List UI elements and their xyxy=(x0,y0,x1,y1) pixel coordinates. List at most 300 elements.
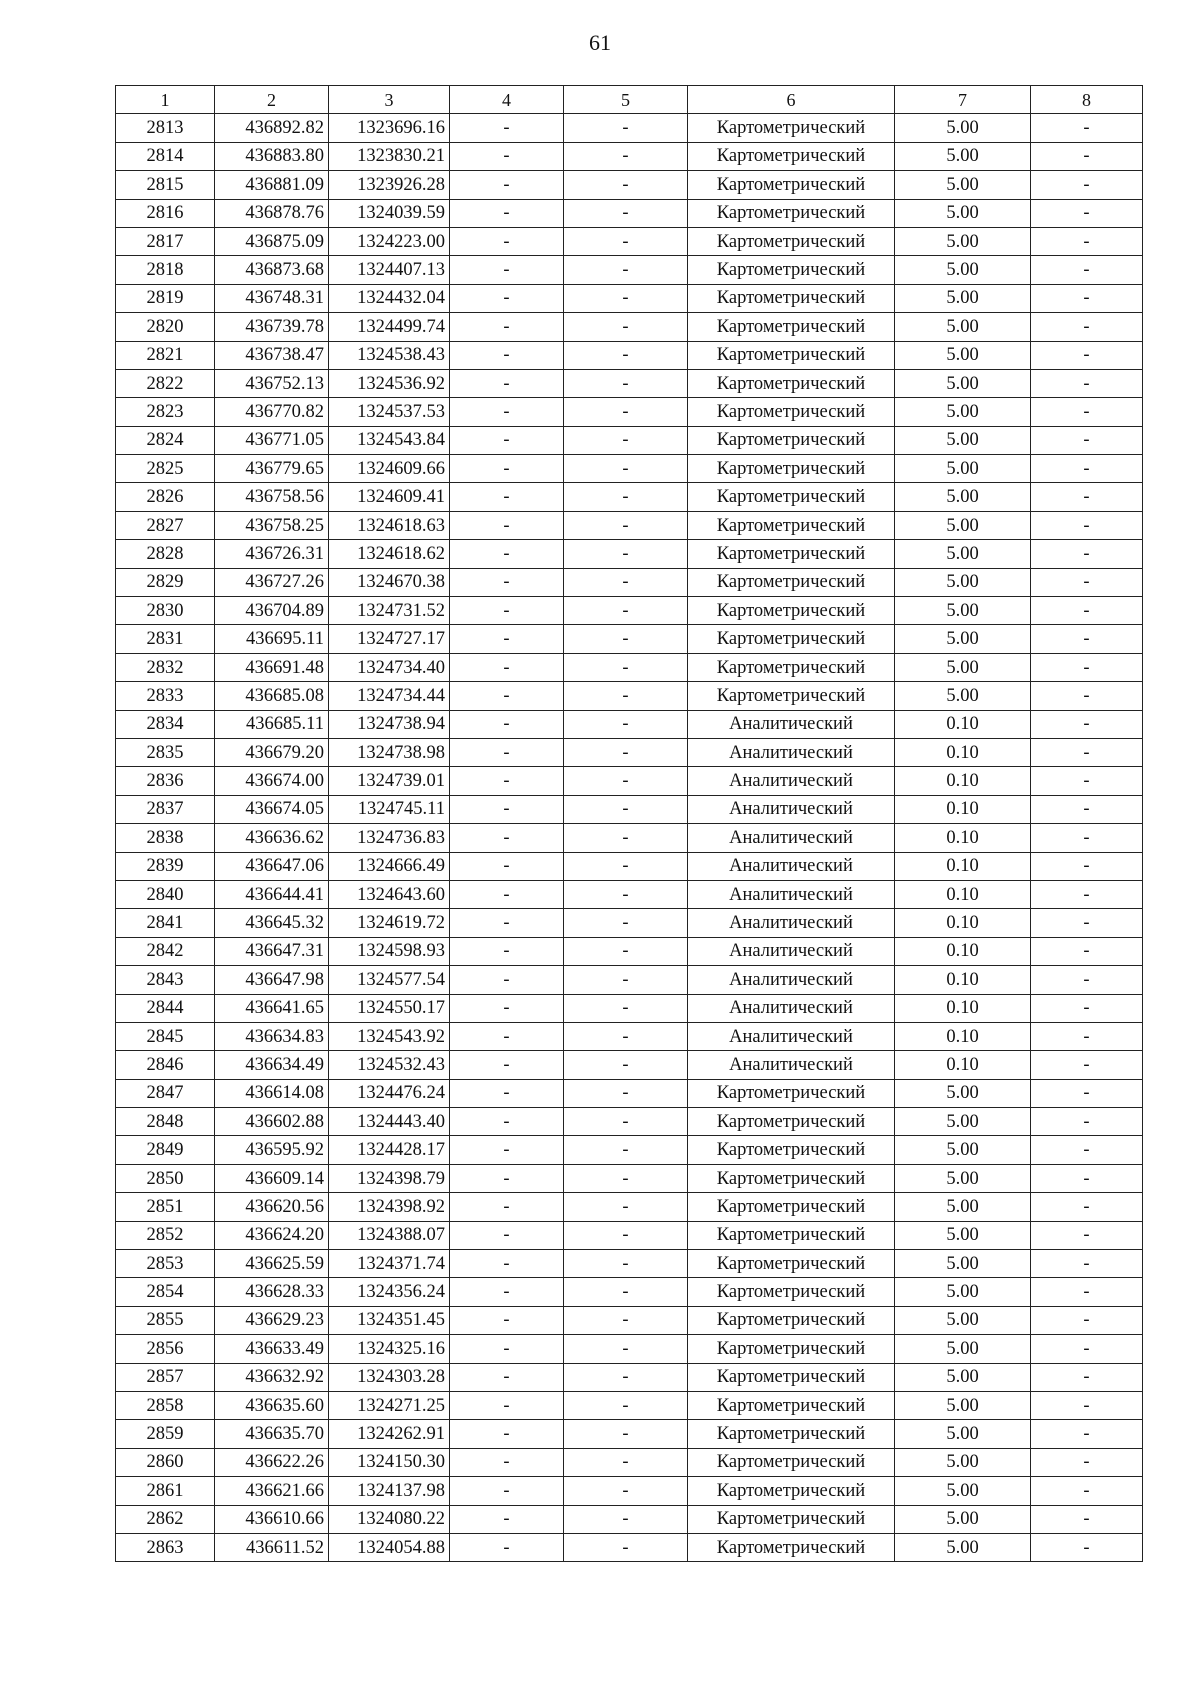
cell-col-8-value: - xyxy=(1031,937,1143,965)
cell-x-coordinate: 436873.68 xyxy=(215,256,329,284)
cell-x-coordinate: 436621.66 xyxy=(215,1477,329,1505)
cell-method: Картометрический xyxy=(688,540,895,568)
cell-y-coordinate: 1324137.98 xyxy=(329,1477,450,1505)
cell-col-4-value: - xyxy=(450,1477,564,1505)
cell-col-8-value: - xyxy=(1031,1136,1143,1164)
cell-y-coordinate: 1324398.92 xyxy=(329,1193,450,1221)
cell-col-4-value: - xyxy=(450,738,564,766)
cell-method: Аналитический xyxy=(688,824,895,852)
cell-point-number: 2829 xyxy=(116,568,215,596)
cell-method: Картометрический xyxy=(688,256,895,284)
cell-x-coordinate: 436644.41 xyxy=(215,880,329,908)
cell-col-5-value: - xyxy=(564,227,688,255)
cell-col-5-value: - xyxy=(564,511,688,539)
cell-col-5-value: - xyxy=(564,1051,688,1079)
cell-point-number: 2856 xyxy=(116,1335,215,1363)
cell-accuracy: 5.00 xyxy=(895,1505,1031,1533)
table-row xyxy=(116,937,1143,965)
cell-y-coordinate: 1324543.92 xyxy=(329,1022,450,1050)
cell-col-8-value: - xyxy=(1031,653,1143,681)
cell-y-coordinate: 1324618.62 xyxy=(329,540,450,568)
cell-col-8-value: - xyxy=(1031,1221,1143,1249)
cell-col-4-value: - xyxy=(450,171,564,199)
cell-col-8-value: - xyxy=(1031,682,1143,710)
cell-col-4-value: - xyxy=(450,625,564,653)
cell-col-4-value: - xyxy=(450,1108,564,1136)
cell-method: Аналитический xyxy=(688,994,895,1022)
table-row xyxy=(116,1136,1143,1164)
cell-x-coordinate: 436620.56 xyxy=(215,1193,329,1221)
cell-col-5-value: - xyxy=(564,568,688,596)
cell-col-4-value: - xyxy=(450,597,564,625)
cell-point-number: 2815 xyxy=(116,171,215,199)
cell-x-coordinate: 436632.92 xyxy=(215,1363,329,1391)
cell-col-5-value: - xyxy=(564,625,688,653)
cell-col-8-value: - xyxy=(1031,1363,1143,1391)
cell-col-8-value: - xyxy=(1031,341,1143,369)
cell-accuracy: 5.00 xyxy=(895,369,1031,397)
table-row xyxy=(116,426,1143,454)
cell-y-coordinate: 1324738.94 xyxy=(329,710,450,738)
cell-col-4-value: - xyxy=(450,1164,564,1192)
cell-x-coordinate: 436611.52 xyxy=(215,1533,329,1561)
column-header-7: 7 xyxy=(895,86,1031,114)
table-row xyxy=(116,597,1143,625)
cell-col-5-value: - xyxy=(564,1108,688,1136)
table-body xyxy=(116,114,1143,1562)
cell-accuracy: 5.00 xyxy=(895,455,1031,483)
cell-col-8-value: - xyxy=(1031,398,1143,426)
cell-col-8-value: - xyxy=(1031,142,1143,170)
cell-x-coordinate: 436738.47 xyxy=(215,341,329,369)
table-row xyxy=(116,1391,1143,1419)
table-row xyxy=(116,511,1143,539)
cell-col-5-value: - xyxy=(564,1250,688,1278)
cell-point-number: 2855 xyxy=(116,1306,215,1334)
cell-method: Аналитический xyxy=(688,738,895,766)
cell-x-coordinate: 436685.11 xyxy=(215,710,329,738)
cell-col-8-value: - xyxy=(1031,597,1143,625)
cell-col-8-value: - xyxy=(1031,1306,1143,1334)
column-header-4: 4 xyxy=(450,86,564,114)
cell-col-8-value: - xyxy=(1031,1420,1143,1448)
table-row xyxy=(116,1533,1143,1561)
column-header-2: 2 xyxy=(215,86,329,114)
cell-col-4-value: - xyxy=(450,426,564,454)
cell-x-coordinate: 436602.88 xyxy=(215,1108,329,1136)
cell-accuracy: 0.10 xyxy=(895,1022,1031,1050)
page-number: 61 xyxy=(589,30,611,55)
cell-col-8-value: - xyxy=(1031,540,1143,568)
cell-col-5-value: - xyxy=(564,738,688,766)
cell-col-4-value: - xyxy=(450,682,564,710)
cell-method: Картометрический xyxy=(688,199,895,227)
cell-col-8-value: - xyxy=(1031,369,1143,397)
cell-method: Картометрический xyxy=(688,426,895,454)
table-row xyxy=(116,880,1143,908)
cell-point-number: 2822 xyxy=(116,369,215,397)
cell-method: Картометрический xyxy=(688,227,895,255)
cell-y-coordinate: 1323696.16 xyxy=(329,114,450,142)
cell-x-coordinate: 436634.83 xyxy=(215,1022,329,1050)
cell-y-coordinate: 1324371.74 xyxy=(329,1250,450,1278)
cell-col-8-value: - xyxy=(1031,1278,1143,1306)
cell-point-number: 2824 xyxy=(116,426,215,454)
cell-col-4-value: - xyxy=(450,824,564,852)
cell-col-8-value: - xyxy=(1031,852,1143,880)
cell-col-5-value: - xyxy=(564,710,688,738)
table-row xyxy=(116,199,1143,227)
table-row xyxy=(116,1193,1143,1221)
cell-col-4-value: - xyxy=(450,256,564,284)
cell-col-8-value: - xyxy=(1031,738,1143,766)
cell-col-4-value: - xyxy=(450,313,564,341)
cell-col-5-value: - xyxy=(564,1505,688,1533)
cell-col-5-value: - xyxy=(564,1079,688,1107)
cell-method: Картометрический xyxy=(688,369,895,397)
cell-x-coordinate: 436595.92 xyxy=(215,1136,329,1164)
cell-method: Картометрический xyxy=(688,1533,895,1561)
cell-accuracy: 5.00 xyxy=(895,1420,1031,1448)
cell-x-coordinate: 436881.09 xyxy=(215,171,329,199)
table-row xyxy=(116,284,1143,312)
table-row xyxy=(116,256,1143,284)
cell-point-number: 2862 xyxy=(116,1505,215,1533)
cell-method: Картометрический xyxy=(688,1363,895,1391)
table-row xyxy=(116,1108,1143,1136)
table-row xyxy=(116,171,1143,199)
cell-col-8-value: - xyxy=(1031,1477,1143,1505)
cell-point-number: 2814 xyxy=(116,142,215,170)
cell-col-4-value: - xyxy=(450,199,564,227)
cell-method: Аналитический xyxy=(688,710,895,738)
cell-col-5-value: - xyxy=(564,653,688,681)
cell-col-8-value: - xyxy=(1031,966,1143,994)
cell-method: Картометрический xyxy=(688,341,895,369)
table-row xyxy=(116,369,1143,397)
cell-col-8-value: - xyxy=(1031,455,1143,483)
cell-col-5-value: - xyxy=(564,824,688,852)
cell-point-number: 2820 xyxy=(116,313,215,341)
cell-accuracy: 5.00 xyxy=(895,1079,1031,1107)
cell-col-5-value: - xyxy=(564,767,688,795)
cell-accuracy: 5.00 xyxy=(895,625,1031,653)
cell-point-number: 2847 xyxy=(116,1079,215,1107)
cell-x-coordinate: 436624.20 xyxy=(215,1221,329,1249)
cell-accuracy: 5.00 xyxy=(895,511,1031,539)
table-row xyxy=(116,1477,1143,1505)
cell-accuracy: 5.00 xyxy=(895,398,1031,426)
cell-method: Картометрический xyxy=(688,1221,895,1249)
cell-col-4-value: - xyxy=(450,795,564,823)
cell-col-5-value: - xyxy=(564,284,688,312)
cell-accuracy: 5.00 xyxy=(895,171,1031,199)
cell-col-4-value: - xyxy=(450,1079,564,1107)
cell-y-coordinate: 1324739.01 xyxy=(329,767,450,795)
cell-col-4-value: - xyxy=(450,880,564,908)
cell-method: Картометрический xyxy=(688,483,895,511)
cell-col-4-value: - xyxy=(450,909,564,937)
cell-y-coordinate: 1324618.63 xyxy=(329,511,450,539)
cell-y-coordinate: 1323830.21 xyxy=(329,142,450,170)
cell-method: Картометрический xyxy=(688,1335,895,1363)
cell-point-number: 2848 xyxy=(116,1108,215,1136)
cell-col-4-value: - xyxy=(450,1278,564,1306)
cell-point-number: 2841 xyxy=(116,909,215,937)
cell-method: Аналитический xyxy=(688,1051,895,1079)
cell-accuracy: 5.00 xyxy=(895,1164,1031,1192)
cell-col-4-value: - xyxy=(450,341,564,369)
cell-point-number: 2834 xyxy=(116,710,215,738)
cell-col-8-value: - xyxy=(1031,1051,1143,1079)
cell-col-8-value: - xyxy=(1031,1108,1143,1136)
table-row xyxy=(116,653,1143,681)
cell-x-coordinate: 436748.31 xyxy=(215,284,329,312)
cell-point-number: 2817 xyxy=(116,227,215,255)
cell-point-number: 2826 xyxy=(116,483,215,511)
column-header-1: 1 xyxy=(116,86,215,114)
cell-point-number: 2863 xyxy=(116,1533,215,1561)
cell-accuracy: 5.00 xyxy=(895,199,1031,227)
cell-point-number: 2832 xyxy=(116,653,215,681)
cell-method: Аналитический xyxy=(688,937,895,965)
table-row xyxy=(116,1051,1143,1079)
cell-method: Картометрический xyxy=(688,1250,895,1278)
cell-y-coordinate: 1324734.44 xyxy=(329,682,450,710)
cell-point-number: 2836 xyxy=(116,767,215,795)
cell-y-coordinate: 1324609.66 xyxy=(329,455,450,483)
cell-col-4-value: - xyxy=(450,1051,564,1079)
cell-method: Картометрический xyxy=(688,114,895,142)
cell-col-8-value: - xyxy=(1031,1079,1143,1107)
cell-col-8-value: - xyxy=(1031,880,1143,908)
cell-y-coordinate: 1324609.41 xyxy=(329,483,450,511)
cell-accuracy: 5.00 xyxy=(895,1306,1031,1334)
cell-accuracy: 5.00 xyxy=(895,114,1031,142)
cell-col-8-value: - xyxy=(1031,1533,1143,1561)
cell-x-coordinate: 436641.65 xyxy=(215,994,329,1022)
cell-col-4-value: - xyxy=(450,994,564,1022)
cell-col-5-value: - xyxy=(564,426,688,454)
cell-col-4-value: - xyxy=(450,1533,564,1561)
cell-accuracy: 5.00 xyxy=(895,568,1031,596)
cell-col-8-value: - xyxy=(1031,511,1143,539)
table-row xyxy=(116,114,1143,142)
cell-y-coordinate: 1324727.17 xyxy=(329,625,450,653)
column-header-5: 5 xyxy=(564,86,688,114)
table-row xyxy=(116,1022,1143,1050)
cell-col-5-value: - xyxy=(564,455,688,483)
cell-accuracy: 5.00 xyxy=(895,653,1031,681)
cell-x-coordinate: 436752.13 xyxy=(215,369,329,397)
cell-x-coordinate: 436739.78 xyxy=(215,313,329,341)
cell-accuracy: 0.10 xyxy=(895,738,1031,766)
cell-col-5-value: - xyxy=(564,1363,688,1391)
cell-col-4-value: - xyxy=(450,767,564,795)
table-row xyxy=(116,313,1143,341)
cell-y-coordinate: 1324537.53 xyxy=(329,398,450,426)
table-row xyxy=(116,738,1143,766)
cell-col-4-value: - xyxy=(450,937,564,965)
table-row xyxy=(116,1221,1143,1249)
cell-x-coordinate: 436645.32 xyxy=(215,909,329,937)
table-row xyxy=(116,1164,1143,1192)
table-row xyxy=(116,1420,1143,1448)
table-row xyxy=(116,852,1143,880)
cell-y-coordinate: 1324734.40 xyxy=(329,653,450,681)
cell-col-5-value: - xyxy=(564,1391,688,1419)
cell-col-5-value: - xyxy=(564,369,688,397)
cell-col-5-value: - xyxy=(564,341,688,369)
cell-col-8-value: - xyxy=(1031,568,1143,596)
cell-col-5-value: - xyxy=(564,114,688,142)
cell-col-4-value: - xyxy=(450,1448,564,1476)
cell-col-5-value: - xyxy=(564,398,688,426)
cell-method: Аналитический xyxy=(688,966,895,994)
cell-method: Картометрический xyxy=(688,568,895,596)
cell-col-8-value: - xyxy=(1031,795,1143,823)
cell-col-8-value: - xyxy=(1031,1193,1143,1221)
cell-y-coordinate: 1324536.92 xyxy=(329,369,450,397)
cell-accuracy: 0.10 xyxy=(895,852,1031,880)
cell-method: Картометрический xyxy=(688,511,895,539)
cell-col-8-value: - xyxy=(1031,1448,1143,1476)
cell-accuracy: 5.00 xyxy=(895,540,1031,568)
cell-col-8-value: - xyxy=(1031,1505,1143,1533)
cell-col-4-value: - xyxy=(450,1420,564,1448)
cell-accuracy: 0.10 xyxy=(895,909,1031,937)
cell-col-5-value: - xyxy=(564,1136,688,1164)
coordinates-table xyxy=(115,85,1143,1562)
cell-col-4-value: - xyxy=(450,1306,564,1334)
cell-col-5-value: - xyxy=(564,880,688,908)
cell-col-8-value: - xyxy=(1031,625,1143,653)
cell-col-4-value: - xyxy=(450,142,564,170)
cell-point-number: 2853 xyxy=(116,1250,215,1278)
cell-col-8-value: - xyxy=(1031,909,1143,937)
cell-y-coordinate: 1323926.28 xyxy=(329,171,450,199)
cell-y-coordinate: 1324303.28 xyxy=(329,1363,450,1391)
cell-point-number: 2843 xyxy=(116,966,215,994)
cell-col-8-value: - xyxy=(1031,994,1143,1022)
cell-method: Картометрический xyxy=(688,142,895,170)
cell-method: Аналитический xyxy=(688,880,895,908)
cell-col-4-value: - xyxy=(450,1505,564,1533)
cell-col-5-value: - xyxy=(564,597,688,625)
cell-col-8-value: - xyxy=(1031,426,1143,454)
cell-accuracy: 5.00 xyxy=(895,227,1031,255)
table-row xyxy=(116,227,1143,255)
cell-x-coordinate: 436628.33 xyxy=(215,1278,329,1306)
cell-col-4-value: - xyxy=(450,455,564,483)
cell-y-coordinate: 1324731.52 xyxy=(329,597,450,625)
cell-x-coordinate: 436625.59 xyxy=(215,1250,329,1278)
cell-col-4-value: - xyxy=(450,1022,564,1050)
cell-accuracy: 5.00 xyxy=(895,483,1031,511)
cell-y-coordinate: 1324550.17 xyxy=(329,994,450,1022)
cell-x-coordinate: 436636.62 xyxy=(215,824,329,852)
cell-col-4-value: - xyxy=(450,568,564,596)
table-row xyxy=(116,568,1143,596)
cell-accuracy: 5.00 xyxy=(895,341,1031,369)
cell-col-4-value: - xyxy=(450,710,564,738)
table-row xyxy=(116,540,1143,568)
cell-method: Аналитический xyxy=(688,795,895,823)
cell-method: Аналитический xyxy=(688,852,895,880)
cell-accuracy: 5.00 xyxy=(895,1278,1031,1306)
cell-point-number: 2860 xyxy=(116,1448,215,1476)
cell-point-number: 2819 xyxy=(116,284,215,312)
cell-point-number: 2818 xyxy=(116,256,215,284)
cell-col-4-value: - xyxy=(450,1250,564,1278)
cell-accuracy: 0.10 xyxy=(895,795,1031,823)
table-row xyxy=(116,824,1143,852)
cell-point-number: 2842 xyxy=(116,937,215,965)
cell-accuracy: 5.00 xyxy=(895,1250,1031,1278)
cell-x-coordinate: 436647.98 xyxy=(215,966,329,994)
cell-accuracy: 5.00 xyxy=(895,682,1031,710)
cell-point-number: 2838 xyxy=(116,824,215,852)
cell-accuracy: 5.00 xyxy=(895,1391,1031,1419)
cell-x-coordinate: 436633.49 xyxy=(215,1335,329,1363)
cell-accuracy: 0.10 xyxy=(895,767,1031,795)
table-row xyxy=(116,398,1143,426)
cell-col-5-value: - xyxy=(564,1306,688,1334)
cell-y-coordinate: 1324356.24 xyxy=(329,1278,450,1306)
cell-y-coordinate: 1324532.43 xyxy=(329,1051,450,1079)
column-header-6: 6 xyxy=(688,86,895,114)
cell-y-coordinate: 1324670.38 xyxy=(329,568,450,596)
cell-x-coordinate: 436892.82 xyxy=(215,114,329,142)
cell-method: Картометрический xyxy=(688,455,895,483)
table-row xyxy=(116,1335,1143,1363)
table-row xyxy=(116,767,1143,795)
cell-x-coordinate: 436674.00 xyxy=(215,767,329,795)
table-row xyxy=(116,1306,1143,1334)
cell-point-number: 2830 xyxy=(116,597,215,625)
cell-method: Картометрический xyxy=(688,597,895,625)
cell-accuracy: 0.10 xyxy=(895,994,1031,1022)
cell-col-8-value: - xyxy=(1031,483,1143,511)
cell-method: Картометрический xyxy=(688,313,895,341)
cell-x-coordinate: 436634.49 xyxy=(215,1051,329,1079)
cell-point-number: 2845 xyxy=(116,1022,215,1050)
cell-col-8-value: - xyxy=(1031,284,1143,312)
cell-col-5-value: - xyxy=(564,1477,688,1505)
cell-accuracy: 0.10 xyxy=(895,937,1031,965)
table-row xyxy=(116,625,1143,653)
cell-point-number: 2821 xyxy=(116,341,215,369)
cell-method: Картометрический xyxy=(688,284,895,312)
cell-y-coordinate: 1324039.59 xyxy=(329,199,450,227)
table-row xyxy=(116,795,1143,823)
cell-col-4-value: - xyxy=(450,1136,564,1164)
table-row xyxy=(116,455,1143,483)
cell-col-4-value: - xyxy=(450,483,564,511)
table-row xyxy=(116,1505,1143,1533)
cell-y-coordinate: 1324598.93 xyxy=(329,937,450,965)
cell-col-5-value: - xyxy=(564,1193,688,1221)
cell-col-4-value: - xyxy=(450,1363,564,1391)
cell-col-8-value: - xyxy=(1031,199,1143,227)
cell-col-8-value: - xyxy=(1031,710,1143,738)
cell-method: Картометрический xyxy=(688,1306,895,1334)
cell-accuracy: 5.00 xyxy=(895,1136,1031,1164)
cell-x-coordinate: 436691.48 xyxy=(215,653,329,681)
cell-method: Картометрический xyxy=(688,625,895,653)
cell-col-4-value: - xyxy=(450,966,564,994)
cell-method: Картометрический xyxy=(688,171,895,199)
